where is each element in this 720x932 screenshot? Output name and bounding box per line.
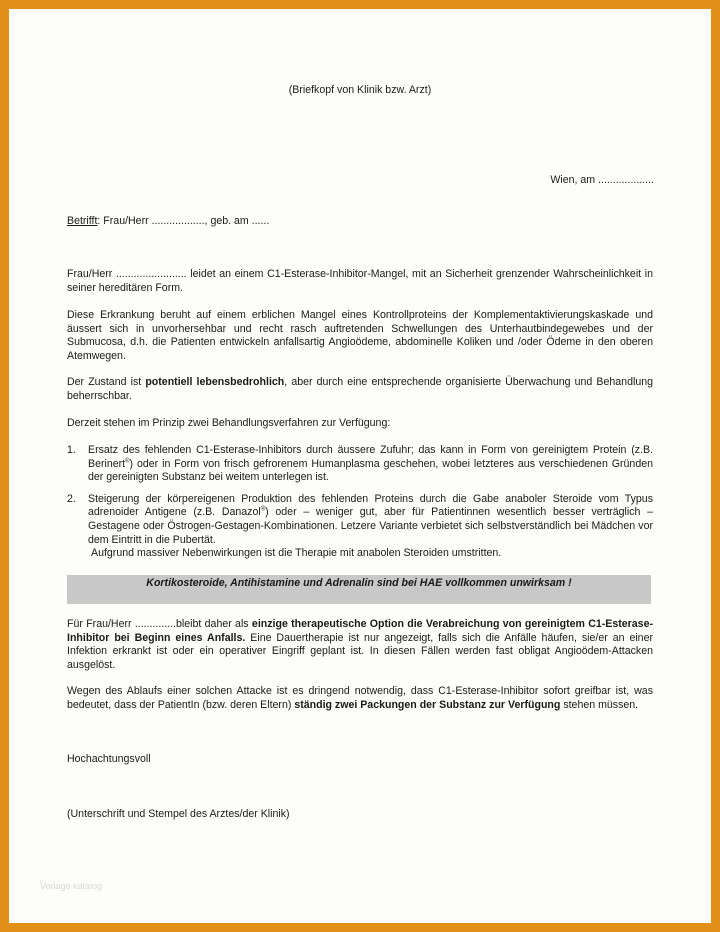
paragraph-diagnosis: Frau/Herr ........................ leidet an einem C1-Esterase-Inhibitor-Mangel, mit an Sicherheit grenzender Wahrscheinlichkeit in seiner hereditären Form. [67, 268, 653, 294]
list-item-note: Aufgrund massiver Nebenwirkungen ist die Therapie mit anabolen Steroiden umstritten. [91, 547, 502, 560]
paragraph-condition: Der Zustand ist potentiell lebensbedrohlich, aber durch eine entsprechende organisierte Überwachung und Behandlung beherrschbar. [67, 376, 653, 402]
closing-greeting: Hochachtungsvoll [67, 753, 151, 765]
letterhead-placeholder: (Briefkopf von Klinik bzw. Arzt) [288, 84, 432, 96]
watermark: Vorlage katalog [40, 881, 103, 891]
list-item: 1. Ersatz des fehlenden C1-Esterase-Inhibitors durch äussere Zufuhr; das kann in Form von gereinigtem Protein (z.B. Berinert®) oder in Form von frisch gefrorenem Humanplasma geschehen, wobei letzteres aus verschiedenen Gründen der gereinigten Substanz bei weitem unterlegen ist. [67, 444, 653, 484]
warning-banner [67, 575, 651, 604]
emphasis-packages: ständig zwei Packungen der Substanz zur Verfügung [294, 698, 561, 711]
emphasis-life-threatening: potentiell lebensbedrohlich [145, 376, 285, 388]
list-number: 1. [67, 444, 76, 456]
subject-text: : Frau/Herr .................., geb. am ...... [97, 215, 270, 227]
paragraph-therapy-option: Für Frau/Herr ..............bleibt daher als einzige therapeutische Option die Verabreichung von gereinigtem C1-Esterase-Inhibitor bei Beginn eines Anfalls. Eine Dauertherapie ist nur angezeigt, falls sich die Anfälle häufen, sie/er an einer Infektion erkrankt ist oder ein operativer Eingriff geplant ist. In diesen Fällen werden fast obligat Angioödem-Attacken ausgelöst. [67, 618, 653, 671]
treatment-list [67, 444, 653, 561]
paragraph-treatments-intro: Derzeit stehen im Prinzip zwei Behandlungsverfahren zur Verfügung: [67, 417, 391, 429]
subject-label: Betrifft [67, 215, 98, 227]
emphasis-therapy: einzige therapeutische Option die Verabreichung von gereinigtem C1-Esterase-Inhibitor bei Beginn eines Anfalls. [67, 618, 653, 644]
paragraph-disease: Diese Erkrankung beruht auf einem erblichen Mangel eines Kontrollproteins der Komplementaktivierungskaskade und äussert sich in unvorhersehbar und recht rasch auftretenden Schwellungen des Unterhautbindegewebes und der Submucosa, d.h. die Patienten entwickeln anfallsartig Angioödeme, abdominelle Koliken und /oder Ödeme in den oberen Atemwegen. [67, 309, 653, 362]
signature-placeholder: (Unterschrift und Stempel des Arztes/der Klinik) [67, 808, 290, 820]
warning-banner-text: Kortikosteroide, Antihistamine und Adrenalin sind bei HAE vollkommen unwirksam ! [146, 577, 572, 589]
paragraph-availability: Wegen des Ablaufs einer solchen Attacke ist es dringend notwendig, dass C1-Esterase-Inhibitor sofort greifbar ist, was bedeutet, dass der PatientIn (bzw. deren Eltern) ständig zwei Packungen der Substanz zur Verfügung stehen müssen. [67, 685, 653, 711]
date-line: Wien, am ................... [550, 174, 654, 186]
list-number: 2. [67, 492, 76, 505]
list-item: 2. Steigerung der körpereigenen Produktion des fehlenden Proteins durch die Gabe anaboler Steroide vom Typus adrenoider Antigene (z.B. Danazol®) oder – weniger gut, aber für Patientinnen wesentlich besser verträglich – Gestagene oder Östrogen-Gestagen-Kombinationen. Letzere Variante verbietet sich selbstverständlich bei Mädchen vor dem Eintritt in die Pubertät. [67, 492, 653, 546]
subject-line [67, 215, 269, 229]
